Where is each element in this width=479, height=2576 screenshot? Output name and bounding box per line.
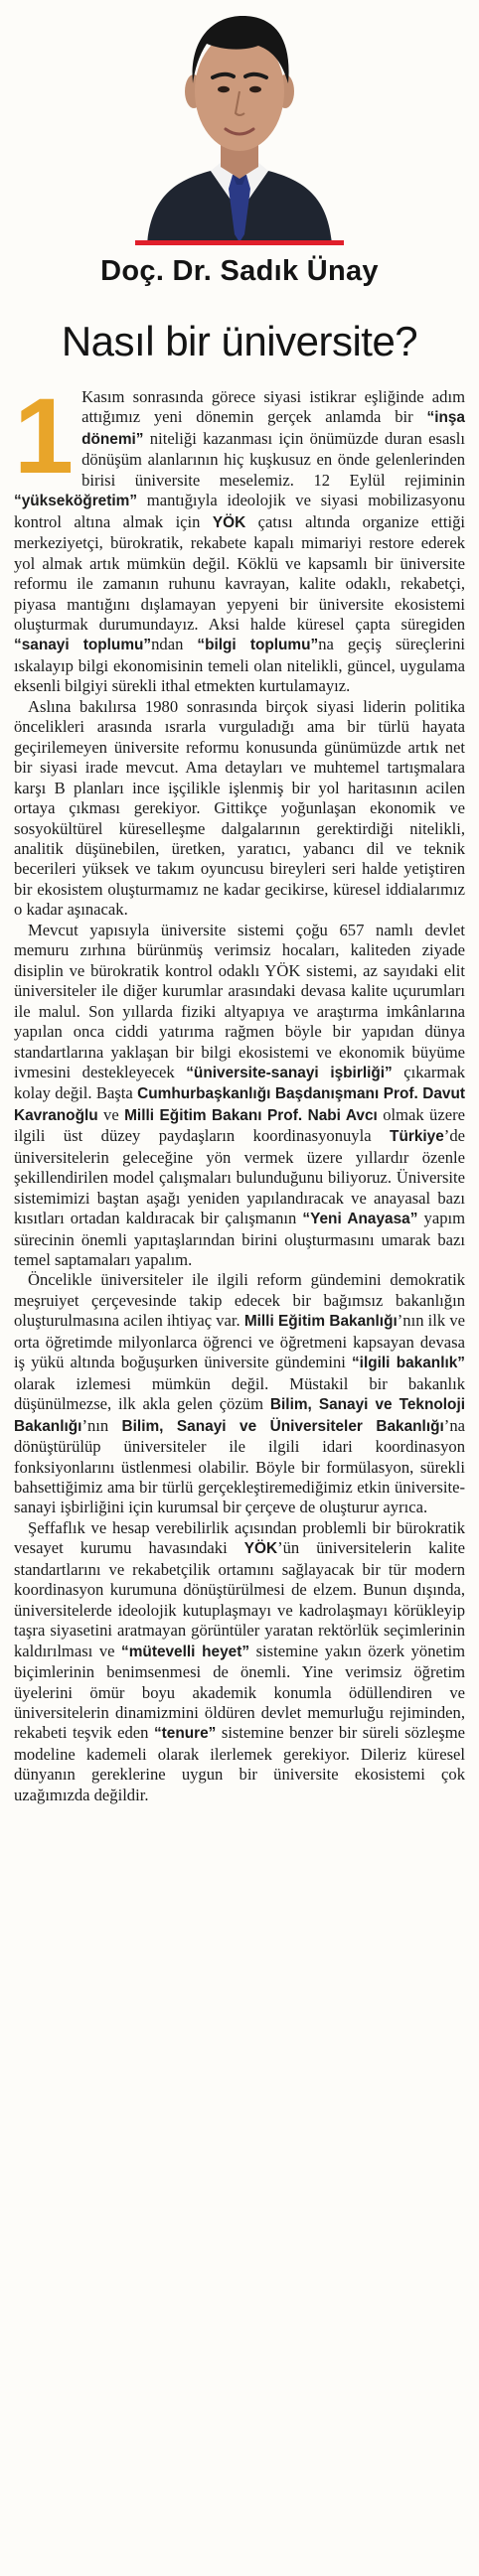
text-run: ’ün üniversitelerin kalite standartlarını ve rekabetçilik ortamını sağlayacak bir tür modern koordinasyon kurumuna dönüştürülmesi de elzem. Bunun dışında, üniversitelerde ideolojik kutuplaşmayı ve kadrolaşmayı körükleyip taşra siyasetini aratmayan görüntüler yaratan rektörlük seçimlerinin kaldırılması ve [14, 1538, 465, 1660]
author-photo [133, 0, 346, 240]
bold-run: “tenure” [153, 1725, 217, 1743]
bold-run: Bilim, Sanayi ve Üniversiteler Bakanlığı [121, 1417, 444, 1435]
bold-run: Cumhurbaşkanlığı Başdanışmanı Prof. Davut Kavranoğlu [14, 1085, 465, 1124]
text-run: olarak izlemesi mümkün değil. Müstakil bir bakanlık düşünülmezse, ilk akla gelen çözüm [14, 1373, 465, 1414]
bold-run: YÖK [212, 513, 246, 531]
text-run: çatısı altında organize ettiği merkeziyetçi, bürokratik, rekabete kapalı mimariyi restore ederek yol almak artık mümkün değil. Köklü ve kapsamlı bir üniversite reformu ile zamanın ruhunu kavrayan, kalite odaklı, rekabetçi, piyasa mantığını dışlamayan yepyeni bir üniversite ekosistemi oluşturmak durumundayız. Aksi halde küresel çapta süregiden [14, 511, 465, 634]
text-run: niteliği kazanması için önümüzde duran esaslı dönüşüm alanlarının hiç kuşkusuz en önde gelenlerinden birisi üniversite meselemiz. 12 Eylül rejiminin [81, 428, 465, 490]
text-run: sistemine yakın özerk yönetim biçimlerinin benimsenmesi de önemli. Yine verimsiz öğretim üyelerini ömür boyu akademik konumla ödüllendiren ve üniversitelerin dinamizmini öldüren devlet memurluğu rejiminden, rekabeti teşvik eden [14, 1641, 466, 1743]
bold-run: “üniversite-sanayi işbirliği” [186, 1064, 393, 1081]
text-run: çıkarmak kolay değil. Başta [14, 1062, 465, 1103]
text-run: Öncelikle üniversiteler ile ilgili reform gündemini demokratik meşruiyet çerçevesinde takip edecek bir bağımsız bakanlığın oluşturulmasına acilen ihtiyaç var. [14, 1270, 465, 1331]
text-run: Şeffaflık ve hesap verebilirlik açısından problemli bir bürokratik vesayet kurumu havasındaki [14, 1517, 465, 1558]
text-run: olmak üzere ilgili üst düzey paydaşların koordinasyonuyla [14, 1104, 465, 1146]
bold-run: “inşa dönemi” [81, 409, 465, 448]
text-run: sistemine benzer bir süreli sözleşme modeline kademeli olarak ilerlemek gerekiyor. Dileriz küresel dünyanın gereklerine uygun bir üniversite ekosistemi çok uzağımızda değildir. [14, 1723, 465, 1804]
bold-run: “mütevelli heyet” [121, 1643, 250, 1660]
text-run: mantığıyla ideolojik ve siyasi mobilizasyonu kontrol altına almak için [14, 491, 465, 531]
paragraph [14, 1270, 465, 1517]
text-run: ’nın ilk ve orta öğretimde milyonlarca öğrenci ve öğretmeni kapsayan devasa iş yükü altında boğuşurken üniversite gündemini [14, 1311, 465, 1372]
bold-run: YÖK [243, 1540, 278, 1558]
text-run: ’de üniversitelerin geleceğine yön vermek üzere yıllardır özenle şekillendirilen model çalışmaları bulunduğunu biliyoruz. Üniversite sistemimizi baştan aşağı yeniden yapılandıracak ve anayasal bazı kısıtları ortadan kaldıracak bir çalışmanın [14, 1126, 465, 1228]
text-run: ’na dönüştürülüp üniversiteler ile ilgili idari koordinasyon fonksiyonlarını üstlenmesi olabilir. Böyle bir formülasyon, sürekli bahsettiğimiz ama bir türlü gerçekleştiremediğimiz etkin üniversite-sanayi işbirliğini için kurumsal bir çerçeve de oluşturur ayrıca. [14, 1415, 465, 1517]
text-run: Aslına bakılırsa 1980 sonrasında birçok siyasi liderin politika öncelikleri arasında ısrarla vurguladığı ama bir türlü hayata geçirilemeyen üniversite reformu konusunda günümüzde artık net bir siyasi irade mevcut. Ama detayları ve muhtemel tartışmalara karşı B planları ince işçilikle işlenmiş bir yol haritasının acilen ortaya çıkması gerekiyor. Gittikçe yoğunlaşan ekonomik ve sosyokültürel küreselleşme dalgalarının gerektirdiği nitelikli, analitik düşünebilen, üretken, yaratıcı, yabancı dil ve teknik becerileri yüksek ve takım oyuncusu bireyleri seri halde yetiştiren bir ekosistem oluşturmamız ne kadar gecikirse, küresel iddialarımız o kadar aşınacak. [14, 696, 465, 920]
article-headline: Nasıl bir üniversite? [61, 318, 418, 364]
bold-run: “Yeni Anayasa” [302, 1211, 418, 1228]
paragraph [14, 1518, 465, 1805]
paragraph [14, 697, 465, 921]
text-run: ndan [151, 635, 198, 654]
text-run: na geçiş süreçlerini ıskalayıp bilgi ekonomisinin temeli olan nitelikli, güncel, uygulama eksenli bilgiyi sürekli ithal etmekten kurtulamayız. [14, 635, 465, 696]
author-header [0, 0, 479, 288]
paragraph [14, 375, 465, 697]
author-byline: Doç. Dr. Sadık Ünay [100, 255, 379, 287]
bold-run: Bilim, Sanayi ve Teknoloji Bakanlığı [14, 1396, 465, 1435]
text-run: yapım sürecinin önemli yapıtaşlarından birini oluşturmasını umarak bazı temel saptamaları yapalım. [14, 1209, 466, 1270]
paragraph [14, 921, 465, 1271]
bold-run: “sanayi toplumu” [14, 637, 152, 654]
bold-run: Milli Eğitim Bakanı Prof. Nabi Avcı [124, 1106, 378, 1124]
bold-run: “yükseköğretim” [14, 493, 138, 510]
drop-cap: 1 [14, 375, 75, 496]
text-run: ve [97, 1104, 125, 1124]
bold-run: Milli Eğitim Bakanlığı [243, 1313, 398, 1331]
article-body [14, 375, 466, 1805]
text-run: ’nın [81, 1415, 122, 1435]
text-run: Kasım sonrasında görece siyasi istikrar eşliğinde adım attığımız yeni dönemin gerçek anlamda bir [81, 387, 465, 427]
text-run: Mevcut yapısıyla üniversite sistemi çoğu 657 namlı devlet memuru zırhına bürünmüş verimsiz hocaları, kaliteden ziyade disiplin ve bürokratik kontrol odaklı YÖK sistemi, az sayıdaki elit üniversiteler ile diğer kurumlar arasındaki devasa kalite uçurumları ile malul. Son yıllarda fiziki altyapıya ve araştırma imkânlarına yapılan onca ciddi yatırıma rağmen böyle bir yapıdan dünya standartlarına yaklaşan bir bilgi ekosistemi ve ekonomik büyüme ivmesini destekleyecek [14, 920, 465, 1081]
bold-run: “bilgi toplumu” [197, 637, 319, 654]
bold-run: “ilgili bakanlık” [351, 1355, 465, 1372]
bold-run: Türkiye [390, 1128, 444, 1146]
